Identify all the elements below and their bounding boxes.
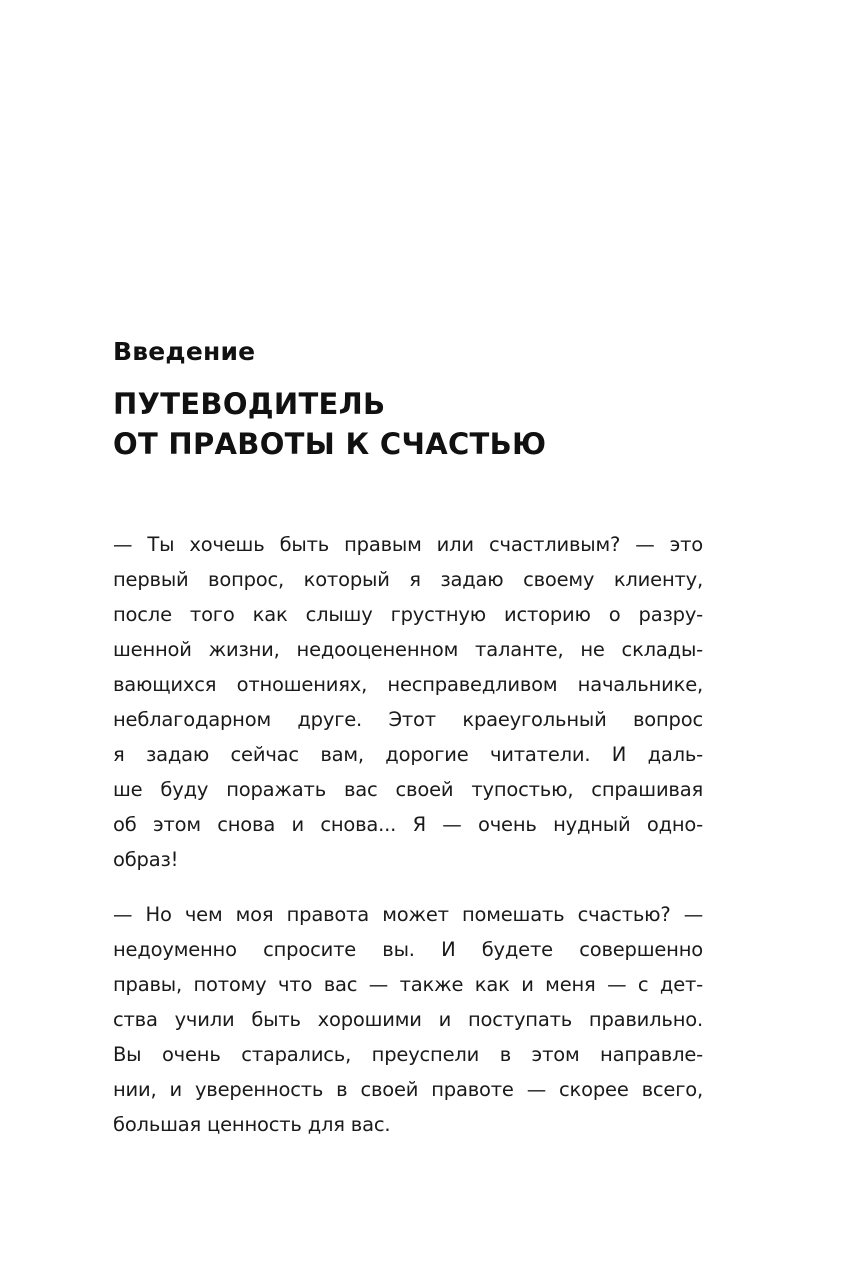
text-line: об этом снова и снова... Я — очень нудный одно-: [113, 813, 703, 836]
text-line: после того как слышу грустную историю о разру-: [113, 603, 703, 626]
text-line: правы, потому что вас — также как и меня — с дет-: [113, 973, 703, 996]
text-line: неблагодарном друге. Этот краеугольный вопрос: [113, 708, 703, 731]
text-line: шенной жизни, недооцененном таланте, не склады-: [113, 638, 703, 661]
text-line: недоуменно спросите вы. И будете совершенно: [113, 938, 703, 961]
chapter-title-line: ОТ ПРАВОТЫ К СЧАСТЬЮ: [113, 427, 547, 461]
paragraph-1: [113, 527, 703, 877]
text-line: Вы очень старались, преуспели в этом направле-: [113, 1043, 703, 1066]
text-line: ства учили быть хорошими и поступать правильно.: [113, 1008, 703, 1031]
text-line: — Но чем моя правота может помешать счастью? —: [113, 903, 703, 926]
text-line: — Ты хочешь быть правым или счастливым? — это: [113, 533, 703, 556]
text-line: первый вопрос, который я задаю своему клиенту,: [113, 568, 703, 591]
text-line: образ!: [113, 848, 179, 871]
chapter-title: [113, 384, 733, 464]
text-line: нии, и уверенность в своей правоте — скорее всего,: [113, 1078, 703, 1101]
chapter-label: Введение: [113, 337, 256, 366]
text-line: ше буду поражать вас своей тупостью, спрашивая: [113, 778, 703, 801]
paragraph-2: [113, 897, 703, 1142]
text-line: я задаю сейчас вам, дорогие читатели. И даль-: [113, 743, 703, 766]
chapter-title-line: ПУТЕВОДИТЕЛЬ: [113, 387, 386, 421]
text-line: вающихся отношениях, несправедливом начальнике,: [113, 673, 703, 696]
text-line: большая ценность для вас.: [113, 1113, 391, 1136]
